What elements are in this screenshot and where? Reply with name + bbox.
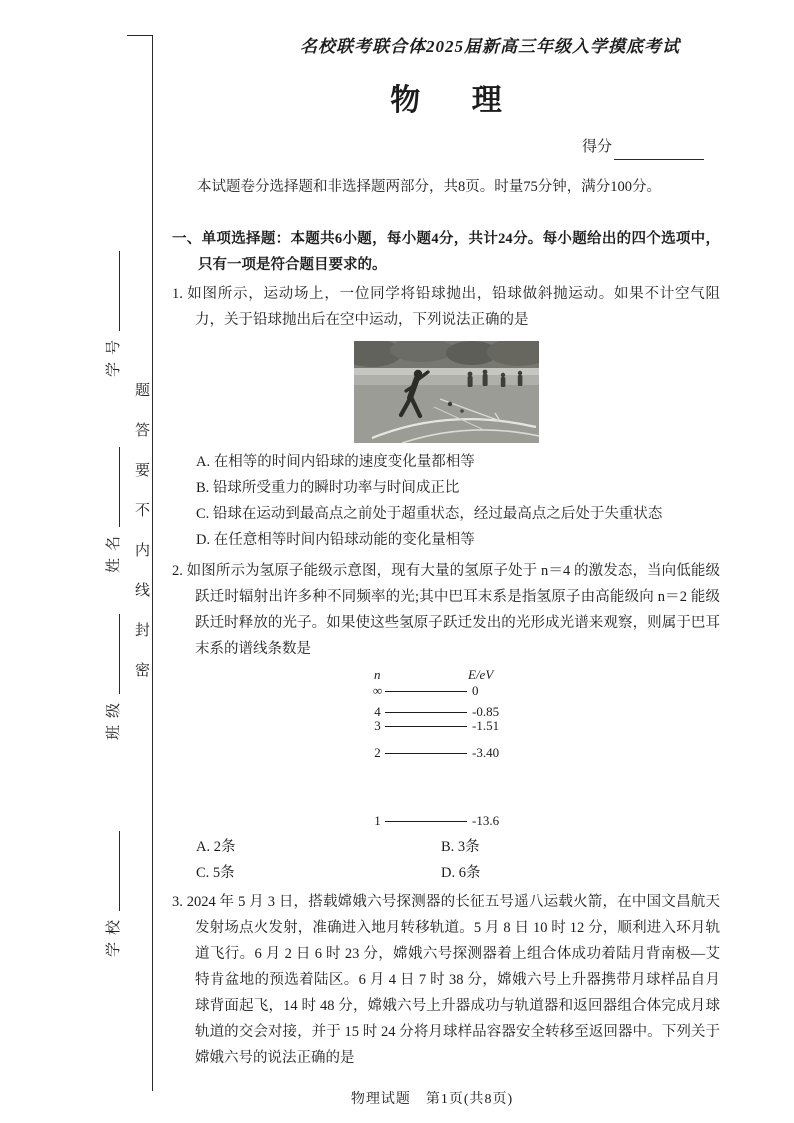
score-row	[172, 134, 704, 160]
level-line	[385, 712, 467, 713]
question2-option-a: A. 2条	[196, 839, 236, 855]
school-field	[102, 787, 122, 957]
seal-vertical-line	[152, 35, 153, 1091]
student-id-field	[102, 207, 122, 377]
question2-option-d: D. 6条	[441, 865, 481, 881]
question2-option-b: B. 3条	[441, 839, 480, 855]
student-name-label: 姓名	[105, 528, 122, 573]
level-line	[385, 821, 467, 822]
level-n: ∞	[372, 683, 383, 698]
level-energy: -13.6	[472, 813, 500, 828]
question1-photo	[354, 341, 539, 443]
level-energy: 0	[472, 683, 479, 698]
section1-heading: 一、单项选择题：本题共6小题，每小题4分，共计24分。每小题给出的四个选项中，只有一项是符合题目要求的。	[172, 231, 720, 273]
level-energy: -0.85	[472, 704, 500, 719]
question1-option-c: C. 铅球在运动到最高点之前处于超重状态，经过最高点之后处于失重状态	[196, 506, 663, 522]
class-field	[102, 570, 122, 740]
diagram-e-header: E/eV	[468, 667, 494, 682]
diagram-header	[370, 668, 530, 682]
level-n: 4	[374, 704, 381, 719]
class-label: 班级	[105, 695, 122, 740]
student-name-field	[102, 403, 122, 573]
subject-title: 物 理	[390, 84, 524, 117]
energy-level-3	[370, 719, 530, 733]
energy-level-diagram	[370, 668, 530, 830]
level-line	[385, 726, 467, 727]
energy-level-4	[370, 705, 530, 719]
question1-option-d: D. 在任意相等时间内铅球动能的变化量相等	[196, 532, 475, 548]
score-blank	[614, 142, 704, 160]
student-id-label: 学号	[105, 332, 122, 377]
school-label: 学校	[105, 912, 122, 957]
main-content	[172, 34, 720, 1071]
question2-option-c: C. 5条	[196, 865, 235, 881]
student-id-blank	[104, 251, 120, 331]
question3-stem: 3. 2024 年 5 月 3 日，搭载嫦娥六号探测器的长征五号遥八运载火箭，在中国文昌航天发射场点火发射，准确进入地月转移轨道。5 月 8 日 10 时 12 分，顺利进入环月轨道飞行。6 月 2 日 6 时 23 分，嫦娥六号探测器着上组合体成功着陆月背南极—艾特肯盆地的预选着陆区。6 月 4 日 7 时 38 分，嫦娥六号上升器携带月球样品自月球背面起飞，14 时 48 分，嫦娥六号上升器成功与轨道器和返回器组合体完成月球轨道的交会对接，并于 15 时 24 分将月球样品容器安全转移至返回器中。下列关于嫦娥六号的说法正确的是	[172, 894, 720, 1066]
exam-intro: 本试题卷分选择题和非选择题两部分，共8页。时量75分钟，满分100分。	[197, 179, 661, 195]
score-label: 得分	[581, 139, 612, 155]
student-name-blank	[104, 447, 120, 527]
seal-top-line	[127, 35, 152, 36]
seal-line-text: 题答要不内线封密	[133, 382, 149, 702]
diagram-n-header: n	[374, 667, 381, 682]
level-energy: -1.51	[472, 718, 500, 733]
page-footer: 物理试题 第1页(共8页)	[350, 1092, 514, 1107]
energy-level-1	[370, 814, 530, 828]
shot-put-photo-illustration	[354, 341, 539, 443]
exam-header-title: 名校联考联合体2025届新高三年级入学摸底考试	[300, 37, 680, 56]
level-n: 1	[374, 813, 381, 828]
question1-option-b: B. 铅球所受重力的瞬时功率与时间成正比	[196, 480, 460, 496]
level-line	[385, 691, 467, 692]
class-blank	[104, 614, 120, 694]
level-energy: -3.40	[472, 745, 500, 760]
question1-stem: 1. 如图所示，运动场上，一位同学将铅球抛出，铅球做斜抛运动。如果不计空气阻力，关于铅球抛出后在空中运动，下列说法正确的是	[172, 286, 720, 328]
level-line	[385, 753, 467, 754]
energy-level-infinity	[370, 684, 530, 698]
question2-options-row2	[172, 860, 720, 886]
question2-stem: 2. 如图所示为氢原子能级示意图，现有大量的氢原子处于 n＝4 的激发态，当向低能级跃迁时辐射出许多种不同频率的光;其中巴耳末系是指氢原子由高能级向 n＝2 能级跃迁时释放的光子。如果使这些氢原子跃迁发出的光形成光谱来观察，则属于巴耳末系的谱线条数是	[172, 563, 720, 657]
level-n: 2	[374, 745, 381, 760]
energy-level-2	[370, 746, 530, 760]
school-blank	[104, 831, 120, 911]
level-n: 3	[374, 718, 381, 733]
question1-option-a: A. 在相等的时间内铅球的速度变化量都相等	[196, 454, 475, 470]
question2-options-row1	[172, 834, 720, 860]
